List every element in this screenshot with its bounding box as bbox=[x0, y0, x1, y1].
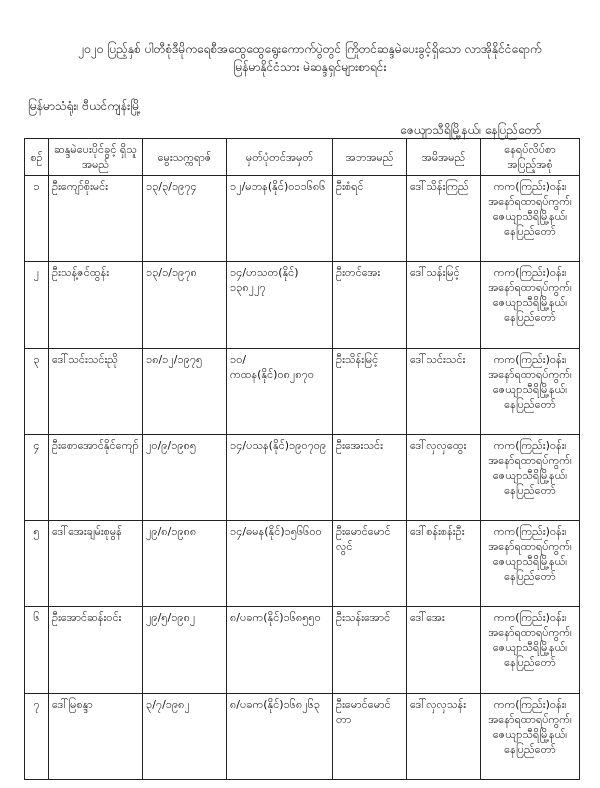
cell-name: ဦးကျော်စိုးမင်း bbox=[49, 176, 143, 262]
cell-address bbox=[481, 262, 580, 348]
document-title bbox=[40, 40, 580, 76]
cell-no: ၁ bbox=[25, 176, 49, 262]
cell-name: ဦးသန့်ဇင်ထွန်း bbox=[49, 262, 143, 348]
cell-nrc: ၁၄/ဟသတ(နိုင်) ၁၃၈၂၂၇ bbox=[227, 262, 333, 348]
address-line: ကက(ကြည်း)ဝန်း၊ bbox=[493, 697, 567, 711]
cell-dob: ၁၃/၃/၁၉၇၄ bbox=[143, 176, 227, 262]
address-line: ကက(ကြည်း)ဝန်း၊ bbox=[493, 180, 567, 193]
address-line: နေပြည်တော် bbox=[504, 311, 556, 325]
cell-dob: ၂၉/၅/၁၉၈၂ bbox=[143, 607, 227, 693]
address-line: ဇေယျာသီရိမြို့နယ်၊ bbox=[492, 296, 568, 310]
address-line: အနော်ရထာရပ်ကွက်၊ bbox=[488, 367, 572, 381]
address-line: ဇေယျာသီရိမြို့နယ်၊ bbox=[492, 468, 568, 482]
cell-no: ၄ bbox=[25, 434, 49, 520]
header-dob: မွေးသက္ကရာဇ် bbox=[143, 139, 227, 176]
cell-father: ဦးတင်အေး bbox=[333, 262, 407, 348]
embassy-location: မြန်မာသံရုံး၊ ဗီယင်ကျန်းမြို့ bbox=[28, 99, 141, 113]
cell-dob: ၃/၇/၁၉၈၂ bbox=[143, 693, 227, 779]
cell-nrc: ၁၄/ဓမန(နိုင်)၁၅၆၆၀၀ bbox=[227, 521, 333, 607]
cell-name: ဒေါ်အေးချမ်းစုမွန် bbox=[49, 521, 143, 607]
address-line: ဇေယျာသီရိမြို့နယ်၊ bbox=[492, 210, 568, 223]
cell-mother: ဒေါ်လှလှထွေး bbox=[407, 434, 481, 520]
cell-father: ဦးအေးသင်း bbox=[333, 434, 407, 520]
cell-dob: ၁၈/၁၂/၁၉၇၅ bbox=[143, 348, 227, 434]
table-row bbox=[25, 348, 580, 434]
address-line: နေပြည်တော် bbox=[504, 656, 556, 670]
cell-dob: ၂၉/၈/၁၉၈၈ bbox=[143, 521, 227, 607]
township-label: ဇေယျာသီရိမြို့နယ်၊ နေပြည်တော် bbox=[400, 123, 542, 137]
header-mother: အမိအမည် bbox=[407, 139, 481, 176]
cell-mother: ဒေါ်အေး bbox=[407, 607, 481, 693]
cell-name: ဒေါ်သင်းသင်းညို bbox=[49, 348, 143, 434]
cell-nrc: ၁၄/ပသန(နိုင်)၁၉၀၇၀၉ bbox=[227, 434, 333, 520]
cell-father: ဦးမောင်မောင် လွင် bbox=[333, 521, 407, 607]
table-header-row bbox=[25, 139, 580, 176]
header-father: အဘအမည် bbox=[333, 139, 407, 176]
header-address: နေရပ်လိပ်စာ အပြည့်အစုံ bbox=[481, 139, 580, 176]
cell-address bbox=[481, 434, 580, 520]
cell-dob: ၂၀/၉/၁၉၈၅ bbox=[143, 434, 227, 520]
cell-address bbox=[481, 521, 580, 607]
address-line: ကက(ကြည်း)ဝန်း၊ bbox=[493, 352, 567, 366]
table-row bbox=[25, 521, 580, 607]
table-body bbox=[25, 176, 580, 780]
cell-nrc: ၈/ပခက(နိုင်)၁၆၈၂၆၃ bbox=[227, 693, 333, 779]
cell-mother: ဒေါ်လှလှသန်း bbox=[407, 693, 481, 779]
cell-address bbox=[481, 693, 580, 779]
address-line: နေပြည်တော် bbox=[504, 742, 556, 756]
cell-nrc: ၁၀/ကထန(နိုင်)၀၈၂၈၇၀ bbox=[227, 348, 333, 434]
cell-mother: ဒေါ်စန်းစန်းဦး bbox=[407, 521, 481, 607]
cell-dob: ၁၃/၁/၁၉၇၈ bbox=[143, 262, 227, 348]
header-name: ဆန္ဒမဲပေးပိုင်ခွင့် ရှိသူအမည် bbox=[49, 139, 143, 176]
table-row bbox=[25, 434, 580, 520]
cell-no: ၂ bbox=[25, 262, 49, 348]
address-line: နေပြည်တော် bbox=[504, 397, 556, 411]
cell-mother: ဒေါ်သိန်းကြည် bbox=[407, 176, 481, 262]
cell-name: ဦးအောင်ဆန်းဝင်း bbox=[49, 607, 143, 693]
address-line: ကက(ကြည်း)ဝန်း၊ bbox=[493, 611, 567, 625]
header-no: စဉ် bbox=[25, 139, 49, 176]
cell-address bbox=[481, 607, 580, 693]
cell-nrc: ၈/ပခက(နိုင်)၁၆၈၅၅၀ bbox=[227, 607, 333, 693]
address-line: ဇေယျာသီရိမြို့နယ်၊ bbox=[492, 382, 568, 396]
address-line: ဇေယျာသီရိမြို့နယ်၊ bbox=[492, 727, 568, 741]
table-row bbox=[25, 607, 580, 693]
cell-address bbox=[481, 348, 580, 434]
cell-no: ၅ bbox=[25, 521, 49, 607]
table-row bbox=[25, 693, 580, 779]
address-line: နေပြည်တော် bbox=[504, 225, 556, 238]
address-line: အနော်ရထာရပ်ကွက်၊ bbox=[488, 195, 572, 208]
address-line: အနော်ရထာရပ်ကွက်၊ bbox=[488, 540, 572, 554]
cell-name: ဦးစောအောင်နိုင်ကျော် bbox=[49, 434, 143, 520]
cell-father: ဦးသိန်းမြင့် bbox=[333, 348, 407, 434]
address-line: ဇေယျာသီရိမြို့နယ်၊ bbox=[492, 555, 568, 569]
cell-father: ဦးစံရင် bbox=[333, 176, 407, 262]
title-line-2: မြန်မာနိုင်ငံသား မဲဆန္ဒရှင်များစာရင်း bbox=[233, 60, 387, 74]
address-line: အနော်ရထာရပ်ကွက်၊ bbox=[488, 453, 572, 467]
cell-no: ၆ bbox=[25, 607, 49, 693]
cell-nrc: ၁၂/မဘန(နိုင်)၀၁၁၆၈၆ bbox=[227, 176, 333, 262]
title-line-1: ၂၀၂၀ ပြည့်နှစ် ပါတီစုံဒီမိုကရေစီအထွေထွေရွေးကောက်ပွဲတွင် ကြိုတင်ဆန္ဒမဲပေးခွင့်ရှိသော လာအိုနိုင်ငံရောက် bbox=[78, 42, 542, 56]
cell-father: ဦးမောင်မောင် တာ bbox=[333, 693, 407, 779]
table-row bbox=[25, 262, 580, 348]
address-line: ကက(ကြည်း)ဝန်း၊ bbox=[493, 266, 567, 280]
address-line: အနော်ရထာရပ်ကွက်၊ bbox=[488, 626, 572, 640]
address-line: အနော်ရထာရပ်ကွက်၊ bbox=[488, 712, 572, 726]
cell-no: ၇ bbox=[25, 693, 49, 779]
address-line: ကက(ကြည်း)ဝန်း၊ bbox=[493, 525, 567, 539]
cell-address bbox=[481, 176, 580, 262]
cell-name: ဒေါ်မြစန္ဒာ bbox=[49, 693, 143, 779]
address-line: နေပြည်တော် bbox=[504, 570, 556, 584]
header-nrc: မှတ်ပုံတင်အမှတ် bbox=[227, 139, 333, 176]
cell-mother: ဒေါ်သင်းသင်း bbox=[407, 348, 481, 434]
address-line: ဇေယျာသီရိမြို့နယ်၊ bbox=[492, 641, 568, 655]
address-line: အနော်ရထာရပ်ကွက်၊ bbox=[488, 281, 572, 295]
address-line: ကက(ကြည်း)ဝန်း၊ bbox=[493, 438, 567, 452]
address-line: နေပြည်တော် bbox=[504, 483, 556, 497]
cell-mother: ဒေါ်သန်းမြင့် bbox=[407, 262, 481, 348]
voter-list-table bbox=[24, 138, 580, 780]
table-row bbox=[25, 176, 580, 262]
cell-father: ဦးသန်းအောင် bbox=[333, 607, 407, 693]
cell-no: ၃ bbox=[25, 348, 49, 434]
